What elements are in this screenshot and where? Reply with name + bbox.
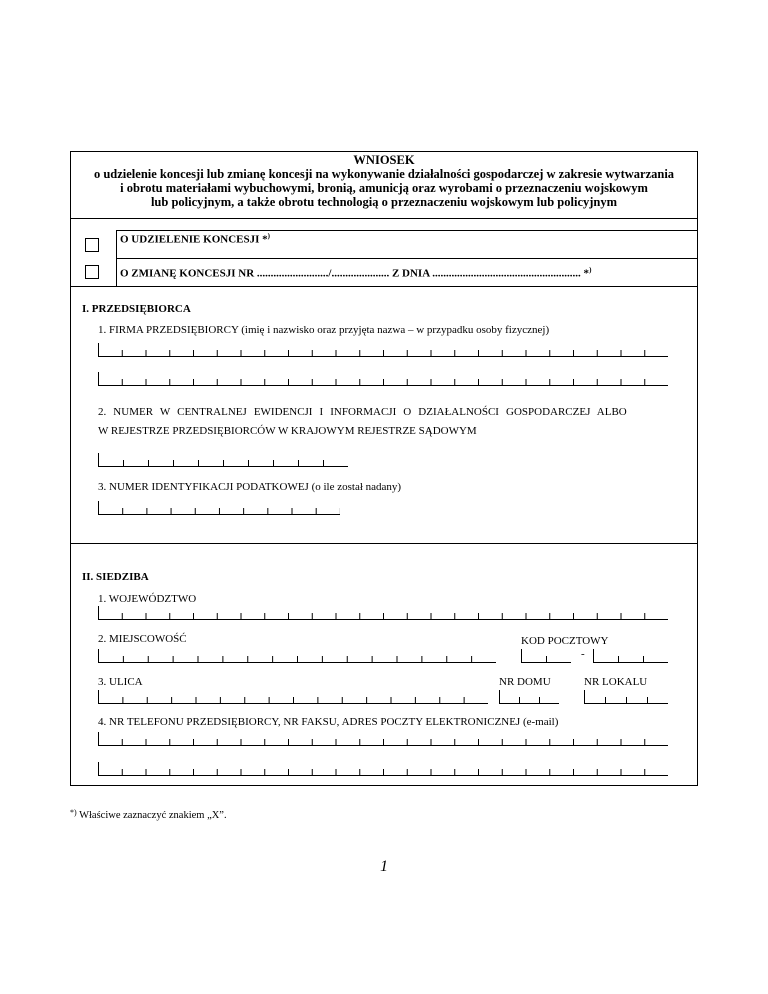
- form-title: WNIOSEK: [353, 153, 415, 167]
- street-input[interactable]: [98, 690, 488, 704]
- house-number-label: NR DOMU: [499, 676, 551, 688]
- form-subtitle-line-1: o udzielenie koncesji lub zmianę koncesji na wykonywanie działalności gospodarczej w zakresie wytwarzania: [93, 167, 675, 181]
- section1-heading: I. PRZEDSIĘBIORCA: [82, 303, 191, 315]
- grant-option: [120, 232, 270, 246]
- options-bottom-line: [70, 286, 698, 287]
- grant-option-label: O UDZIELENIE KONCESJI *: [120, 233, 268, 246]
- contact-label: 4. NR TELEFONU PRZEDSIĘBIORCY, NR FAKSU, ADRES POCZTY ELEKTRONICZNEJ (e-mail): [98, 716, 559, 728]
- header-divider: [70, 218, 698, 219]
- grant-checkbox[interactable]: [85, 238, 99, 252]
- company-name-input-1[interactable]: [98, 343, 668, 357]
- option-middle-line: [116, 258, 698, 259]
- contact-input-1[interactable]: [98, 732, 668, 746]
- tax-id-label: 3. NUMER IDENTYFIKACJI PODATKOWEJ (o ile został nadany): [98, 481, 402, 493]
- company-name-input-2[interactable]: [98, 372, 668, 386]
- postcode-input-part-1[interactable]: [521, 649, 571, 663]
- voivodeship-label: 1. WOJEWÓDZTWO: [98, 593, 197, 605]
- form-subtitle-line-2: i obrotu materiałami wybuchowymi, bronią, amunicją oraz wyrobami o przeznaczeniu wojskowym: [120, 181, 648, 195]
- register-number-label-2: W REJESTRZE PRZEDSIĘBIORCÓW W KRAJOWYM REJESTRZE SĄDOWYM: [98, 425, 477, 437]
- locality-input[interactable]: [98, 649, 496, 663]
- footnote-mark: *): [70, 808, 77, 817]
- section-divider: [70, 543, 698, 544]
- footnote: [70, 808, 227, 821]
- postcode-label: KOD POCZTOWY: [521, 635, 609, 647]
- option-top-line: [116, 230, 698, 231]
- change-option-label: O ZMIANĘ KONCESJI NR ........................../..................... Z DNIA ...................................................... *: [120, 267, 590, 280]
- register-number-label-1: 2. NUMER W CENTRALNEJ EWIDENCJI I INFORMACJI O DZIAŁALNOŚCI GOSPODARCZEJ ALBO: [98, 406, 627, 418]
- flat-number-label: NR LOKALU: [584, 676, 648, 688]
- tax-id-input[interactable]: [98, 501, 340, 515]
- house-number-input[interactable]: [499, 690, 559, 704]
- locality-label: 2. MIEJSCOWOŚĆ: [98, 633, 187, 645]
- form-subtitle-line-3: lub policyjnym, a także obrotu technologią o przeznaczeniu wojskowym lub policyjnym: [150, 195, 618, 209]
- change-option: [120, 266, 591, 280]
- street-label: 3. ULICA: [98, 676, 143, 688]
- change-checkbox[interactable]: [85, 265, 99, 279]
- grant-option-mark: ): [267, 232, 270, 240]
- footnote-text: Właściwe zaznaczyć znakiem „X”.: [76, 810, 227, 821]
- section2-heading: II. SIEDZIBA: [82, 571, 149, 583]
- postcode-input-part-2[interactable]: [593, 649, 668, 663]
- company-name-label: 1. FIRMA PRZEDSIĘBIORCY (imię i nazwisko oraz przyjęta nazwa – w przypadku osoby fizycznej): [98, 324, 550, 336]
- register-number-input[interactable]: [98, 453, 348, 467]
- contact-input-2[interactable]: [98, 762, 668, 776]
- voivodeship-input[interactable]: [98, 606, 668, 620]
- page-number: 1: [380, 858, 388, 875]
- flat-number-input[interactable]: [584, 690, 668, 704]
- postcode-dash: -: [581, 648, 585, 660]
- change-option-mark: ): [589, 266, 592, 274]
